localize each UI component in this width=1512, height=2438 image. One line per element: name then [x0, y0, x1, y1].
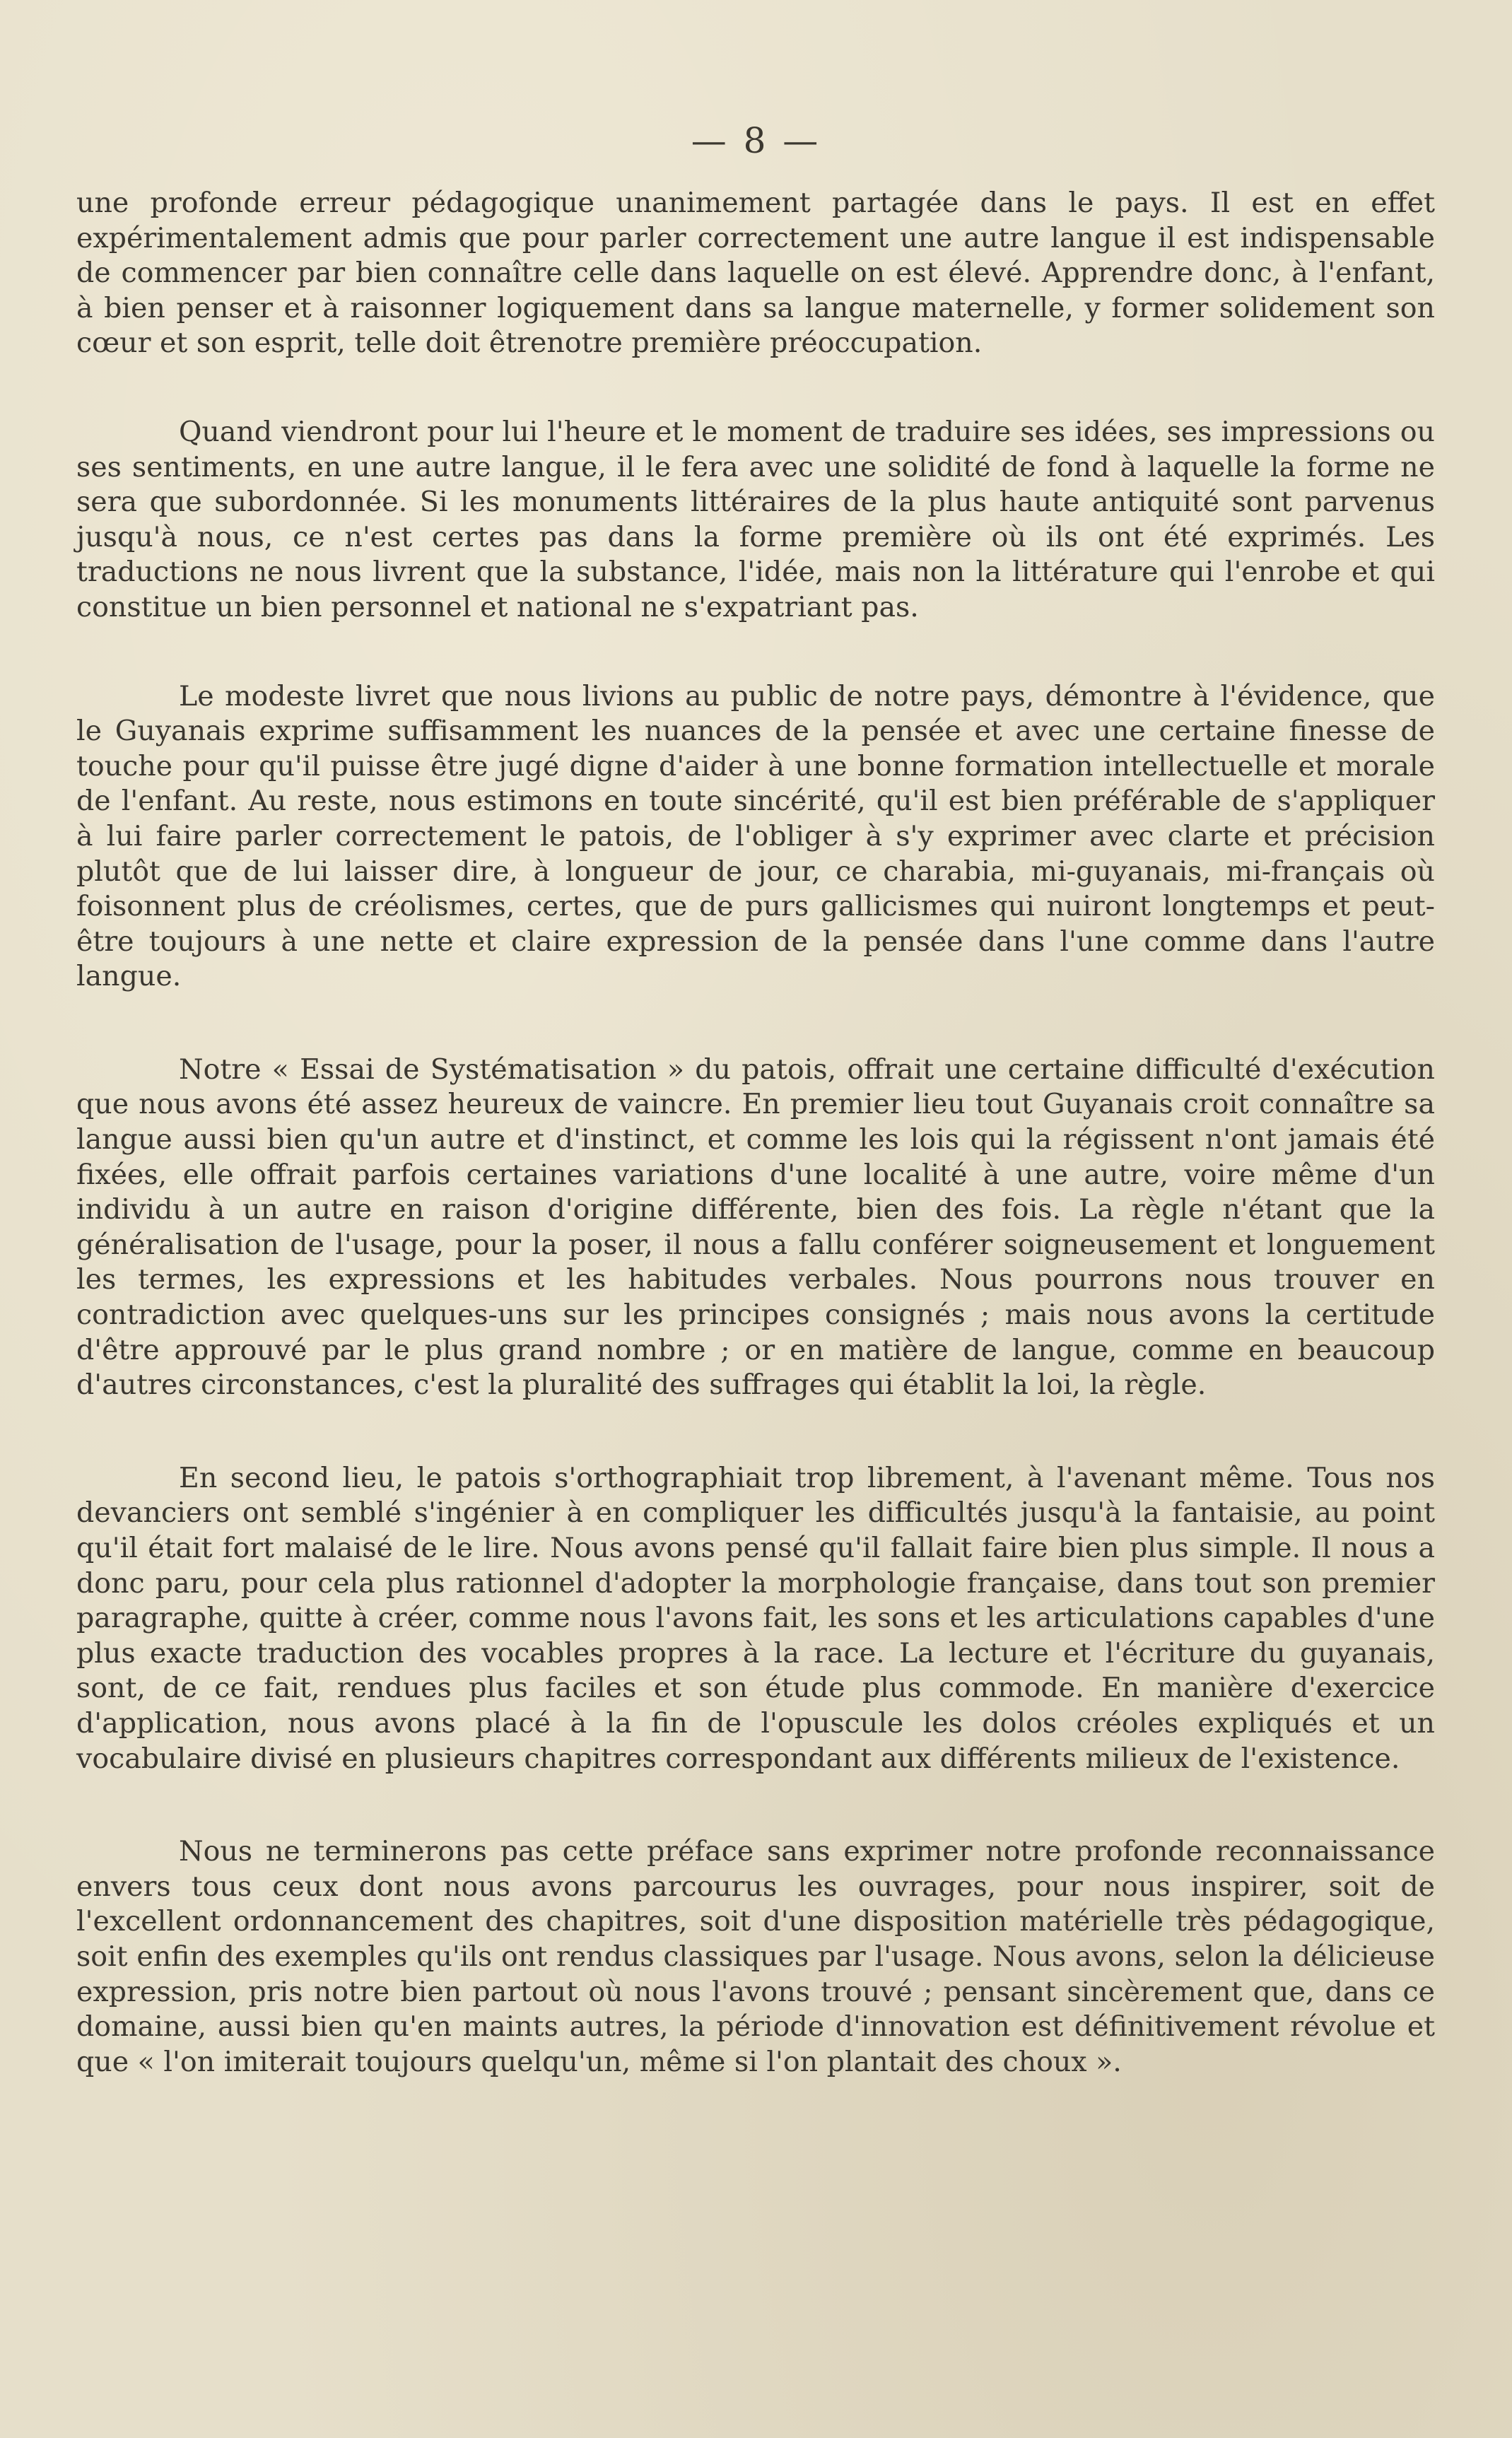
page-number: — 8 —: [691, 120, 821, 161]
paragraph-4: Notre « Essai de Systématisation » du patois, offrait une certaine difficulté d'exécution que nous avons été assez heureux de vaincre. En premier lieu tout Guyanais croit connaître sa langue aussi bien qu'un autre et d'instinct, et comme les lois qui la régissent n'ont jamais été fixées, elle offrait parfois certaines variations d'une localité à une autre, voire même d'un individu à un autre en raison d'origine différente, bien des fois. La règle n'étant que la généralisation de l'usage, pour la poser, il nous a fallu conférer soigneusement et longuement les termes, les expressions et les habitudes verbales. Nous pourrons nous trouver en contradiction avec quelques-uns sur les principes consignés ; mais nous avons la certitude d'être approuvé par le plus grand nombre ; or en matière de langue, comme en beaucoup d'autres circonstances, c'est la pluralité des suffrages qui établit la loi, la règle.: [76, 1053, 1435, 1402]
paragraph-5: En second lieu, le patois s'orthographiait trop librement, à l'avenant même. Tous nos devanciers ont semblé s'ingénier à en compliquer les difficultés jusqu'à la fantaisie, au point qu'il était fort malaisé de le lire. Nous avons pensé qu'il fallait faire bien plus simple. Il nous a donc paru, pour cela plus rationnel d'adopter la morphologie française, dans tout son premier paragraphe, quitte à créer, comme nous l'avons fait, les sons et les articulations capables d'une plus exacte traduction des vocables propres à la race. La lecture et l'écriture du guyanais, sont, de ce fait, rendues plus faciles et son étude plus commode. En manière d'exercice d'application, nous avons placé à la fin de l'opuscule les dolos créoles expliqués et un vocabulaire divisé en plusieurs chapitres correspondant aux différents milieux de l'existence.: [76, 1461, 1435, 1775]
paragraph-6: Nous ne terminerons pas cette préface sans exprimer notre profonde reconnaissance envers tous ceux dont nous avons parcourus les ouvrages, pour nous inspirer, soit de l'excellent ordonnancement des chapitres, soit d'une disposition matérielle très pédagogique, soit enfin des exemples qu'ils ont rendus classiques par l'usage. Nous avons, selon la délicieuse expression, pris notre bien partout où nous l'avons trouvé ; pensant sincèrement que, dans ce domaine, aussi bien qu'en maints autres, la période d'innovation est définitivement révolue et que « l'on imiterait toujours quelqu'un, même si l'on plantait des choux ».: [76, 1835, 1435, 2078]
body-text: [76, 186, 1435, 2080]
paragraph-2: Quand viendront pour lui l'heure et le moment de traduire ses idées, ses impressions ou ses sentiments, en une autre langue, il le fera avec une solidité de fond à laquelle la forme ne sera que subordonnée. Si les monuments littéraires de la plus haute antiquité sont parvenus jusqu'à nous, ce n'est certes pas dans la forme première où ils ont été exprimés. Les traductions ne nous livrent que la substance, l'idée, mais non la littérature qui l'enrobe et qui constitue un bien personnel et national ne s'expatriant pas.: [76, 415, 1435, 623]
paragraph-3: Le modeste livret que nous livions au public de notre pays, démontre à l'évidence, que le Guyanais exprime suffisamment les nuances de la pensée et avec une certaine finesse de touche pour qu'il puisse être jugé digne d'aider à une bonne formation intellectuelle et morale de l'enfant. Au reste, nous estimons en toute sincérité, qu'il est bien préférable de s'appliquer à lui faire parler correctement le patois, de l'obliger à s'y exprimer avec clarte et précision plutôt que de lui laisser dire, à longueur de jour, ce charabia, mi-guyanais, mi-français où foisonnent plus de créolismes, certes, que de purs gallicismes qui nuiront longtemps et peut-être toujours à une nette et claire expression de la pensée dans l'une comme dans l'autre langue.: [76, 679, 1435, 993]
paragraph-1: une profonde erreur pédagogique unanimement partagée dans le pays. Il est en effet expérimentalement admis que pour parler correctement une autre langue il est indispensable de commencer par bien connaître celle dans laquelle on est élevé. Apprendre donc, à l'enfant, à bien penser et à raisonner logiquement dans sa langue maternelle, y former solidement son cœur et son esprit, telle doit êtrenotre première préoccupation.: [76, 187, 1435, 360]
